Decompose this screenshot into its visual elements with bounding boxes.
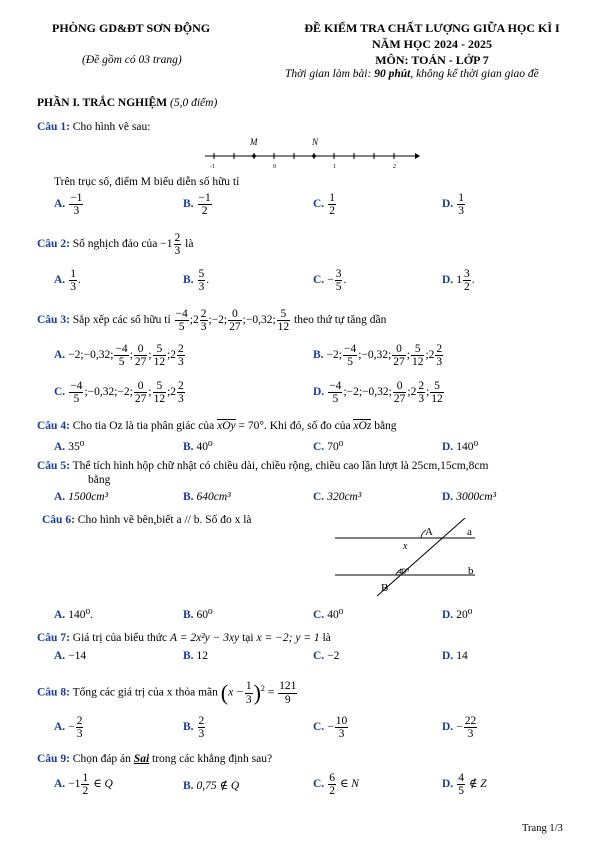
school-name: PHÒNG GD&ĐT SƠN ĐỘNG xyxy=(52,21,211,35)
q4-option-a[interactable]: A. 35⁰ xyxy=(54,441,85,453)
point-a-label: A xyxy=(425,526,433,538)
svg-text:-1: -1 xyxy=(210,164,215,170)
q2-option-c[interactable]: C. − $\frac{3}{5}$ . xyxy=(313,268,347,294)
line-b-label: b xyxy=(468,565,474,577)
page-number: Trang 1/3 xyxy=(522,823,563,834)
q4-option-c[interactable]: C. 70⁰ xyxy=(313,441,344,453)
q7-option-d[interactable]: D. 14 xyxy=(442,650,468,662)
q9-option-c[interactable]: C. $\frac{6}{2}$ ∈ N xyxy=(313,772,359,798)
section-title: PHẦN I. TRẮC NGHIỆM (5,0 điểm) xyxy=(37,97,218,109)
q1-option-a[interactable]: A. $\frac{-1}{3}$ xyxy=(54,192,83,218)
q8-option-a[interactable]: A. − $\frac{2}{3}$ xyxy=(54,715,83,741)
q7-option-c[interactable]: C. −2 xyxy=(313,650,340,662)
q9-option-d[interactable]: D. $\frac{4}{5}$ ∉ Z xyxy=(442,772,487,798)
q4-option-b[interactable]: B. 40⁰ xyxy=(183,441,213,453)
question-5: Câu 5: Thể tích hình hộp chữ nhật có chiều dài, chiều rộng, chiều cao lần lượt là 25cm,15cm,8cm xyxy=(37,460,489,472)
q5-continuation: bằng xyxy=(88,474,111,486)
question-1: Câu 1: Cho hình vẽ sau: xyxy=(37,121,151,133)
angle-40-label: 40⁰ xyxy=(398,567,410,576)
parallel-lines-figure xyxy=(325,518,485,600)
q6-option-c[interactable]: C. 40⁰ xyxy=(313,609,344,621)
question-9: Câu 9: Chọn đáp án Sai trong các khẳng định sau? xyxy=(37,753,273,765)
q2-option-a[interactable]: A. $\frac{1}{3}$ . xyxy=(54,268,81,294)
q5-option-c[interactable]: C. 320cm³ xyxy=(313,491,362,503)
q5-option-d[interactable]: D. 3000cm³ xyxy=(442,491,497,503)
svg-text:0: 0 xyxy=(273,164,276,170)
q8-option-b[interactable]: B. $\frac{2}{3}$ xyxy=(183,715,205,741)
q1-option-b[interactable]: B. $\frac{-1}{2}$ xyxy=(183,192,211,218)
question-3: Câu 3: Sắp xếp các số hữu tỉ $\frac{-4}{5}$ ;2 $\frac{2}{3}$ ;−2; $\frac{0}{27}$ ;−0,32; $\frac{5}{12}$ theo thứ tự tăng dần xyxy=(37,308,387,334)
q5-option-a[interactable]: A. 1500cm³ xyxy=(54,491,109,503)
time-note: Thời gian làm bài: 90 phút, không kể thời gian giao đề xyxy=(285,68,539,80)
school-year: NĂM HỌC 2024 - 2025 xyxy=(372,37,492,51)
svg-text:2: 2 xyxy=(393,164,396,170)
question-7: Câu 7: Giá trị của biểu thức A = 2x²y − 3xy tại x = −2; y = 1 là xyxy=(37,632,331,644)
q5-option-b[interactable]: B. 640cm³ xyxy=(183,491,231,503)
subject: MÔN: TOÁN - LỚP 7 xyxy=(375,53,489,67)
q8-option-c[interactable]: C. − $\frac{10}{3}$ xyxy=(313,715,348,741)
q2-option-d[interactable]: D. 1 $\frac{3}{2}$ . xyxy=(442,268,475,294)
pages-note: (Đề gồm có 03 trang) xyxy=(82,54,182,66)
exam-title: ĐỀ KIỂM TRA CHẤT LƯỢNG GIỮA HỌC KÌ I xyxy=(304,21,560,35)
question-4: Câu 4: Cho tia Oz là tia phân giác của xOy = 70°. Khi đó, số đo của xOz bằng xyxy=(37,420,397,432)
q1-option-d[interactable]: D. $\frac{1}{3}$ xyxy=(442,192,464,218)
question-8: Câu 8: Tổng các giá trị của x thỏa mãn (x − $\frac{1}{3}$ )$^2$ = $\frac{121}{9}$ xyxy=(37,680,297,706)
q7-option-b[interactable]: B. 12 xyxy=(183,650,209,662)
q2-option-b[interactable]: B. $\frac{5}{3}$ . xyxy=(183,268,210,294)
q3-option-b[interactable]: B. −2; $\frac{-4}{5}$ ;−0,32; $\frac{0}{27}$ ; $\frac{5}{12}$ ;2 $\frac{2}{3}$ xyxy=(313,343,443,369)
q3-option-d[interactable]: D. $\frac{-4}{5}$ ;−2;−0,32; $\frac{0}{27}$ ;2 $\frac{2}{3}$ ; $\frac{5}{12}$ xyxy=(313,380,443,406)
q6-option-a[interactable]: A. 140⁰. xyxy=(54,609,93,621)
question-6: Câu 6: Cho hình vẽ bên,biết a // b. Số đo x là xyxy=(42,514,252,526)
line-a-label: a xyxy=(467,526,472,538)
point-b-label: B xyxy=(381,582,389,594)
svg-text:1: 1 xyxy=(333,164,336,170)
q7-option-a[interactable]: A. −14 xyxy=(54,650,87,662)
q9-option-a[interactable]: A. −1 $\frac{1}{2}$ ∈ Q xyxy=(54,772,113,798)
number-line xyxy=(200,134,420,174)
angle-x-label: x xyxy=(403,541,408,552)
q9-option-b[interactable]: B. 0,75 ∉ Q xyxy=(183,780,240,792)
q3-option-c[interactable]: C. $\frac{-4}{5}$ ;−0,32;−2; $\frac{0}{27}$ ; $\frac{5}{12}$ ;2 $\frac{2}{3}$ xyxy=(54,380,184,406)
question-2: Câu 2: Số nghịch đảo của −1 $\frac{2}{3}$ là xyxy=(37,232,194,258)
q8-option-d[interactable]: D. − $\frac{22}{3}$ xyxy=(442,715,477,741)
point-m-label: M xyxy=(250,137,258,147)
point-n-label: N xyxy=(312,137,319,147)
q3-option-a[interactable]: A. −2;−0,32; $\frac{-4}{5}$ ; $\frac{0}{27}$ ; $\frac{5}{12}$ ;2 $\frac{2}{3}$ xyxy=(54,343,184,369)
q6-option-d[interactable]: D. 20⁰ xyxy=(442,609,473,621)
q4-option-d[interactable]: D. 140⁰ xyxy=(442,441,479,453)
q1-option-c[interactable]: C. $\frac{1}{2}$ xyxy=(313,192,335,218)
q6-option-b[interactable]: B. 60⁰ xyxy=(183,609,213,621)
q1-subtext: Trên trục số, điểm M biểu diễn số hữu tỉ xyxy=(54,176,240,188)
